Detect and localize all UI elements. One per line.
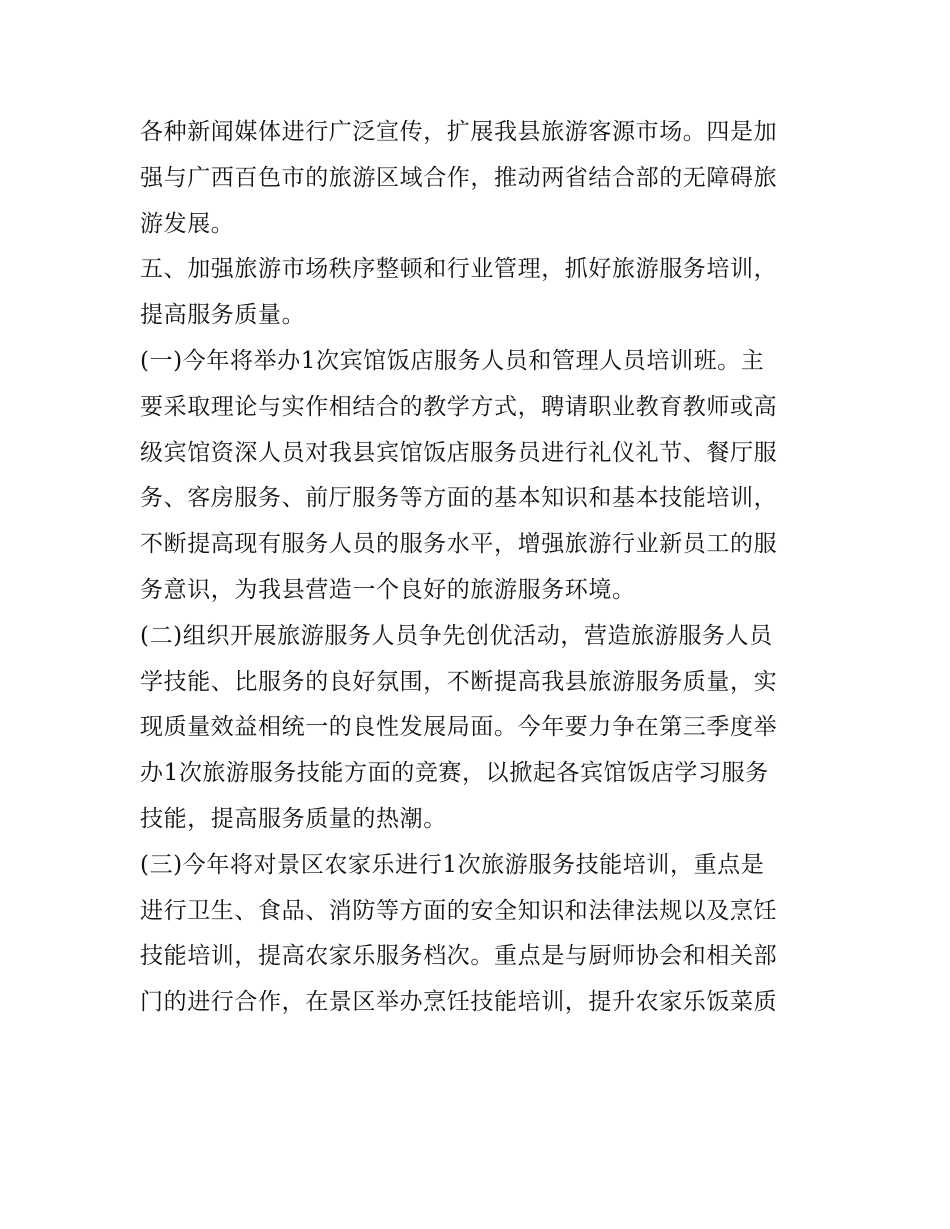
- text-line: 进行卫生、食品、消防等方面的安全知识和法律法规以及烹饪: [140, 897, 778, 924]
- section-heading-line: 五、加强旅游市场秩序整顿和行业管理，抓好旅游服务培训，: [140, 256, 778, 283]
- text-line: (三)今年将对景区农家乐进行1次旅游服务技能培训，重点是: [140, 851, 765, 878]
- text-line: 级宾馆资深人员对我县宾馆饭店服务员进行礼仪礼节、餐厅服: [140, 439, 778, 466]
- text-line: 务、客房服务、前厅服务等方面的基本知识和基本技能培训，: [140, 485, 778, 512]
- text-line: 各种新闻媒体进行广泛宣传，扩展我县旅游客源市场。四是加: [140, 119, 778, 145]
- document-body: [140, 110, 820, 1026]
- text-line: 不断提高现有服务人员的服务水平，增强旅游行业新员工的服: [140, 531, 778, 558]
- text-line: 技能培训，提高农家乐服务档次。重点是与厨师协会和相关部: [140, 943, 778, 970]
- text-line: 现质量效益相统一的良性发展局面。今年要力争在第三季度举: [140, 714, 778, 741]
- text-line: 强与广西百色市的旅游区域合作，推动两省结合部的无障碍旅: [140, 164, 778, 191]
- text-line: 门的进行合作，在景区举办烹饪技能培训，提升农家乐饭菜质: [140, 989, 778, 1016]
- text-line: 游发展。: [140, 210, 235, 237]
- text-line: 学技能、比服务的良好氛围，不断提高我县旅游服务质量，实: [140, 668, 778, 695]
- text-line: 务意识，为我县营造一个良好的旅游服务环境。: [140, 576, 636, 603]
- text-line: (一)今年将举办1次宾馆饭店服务人员和管理人员培训班。主: [140, 347, 765, 374]
- text-line: 办1次旅游服务技能方面的竞赛，以掀起各宾馆饭店学习服务: [140, 760, 769, 787]
- section-heading-line: 提高服务质量。: [140, 302, 306, 329]
- text-line: 技能，提高服务质量的热潮。: [140, 805, 447, 832]
- text-line: 要采取理论与实作相结合的教学方式，聘请职业教育教师或高: [140, 393, 778, 420]
- text-line: (二)组织开展旅游服务人员争先创优活动，营造旅游服务人员: [140, 622, 773, 649]
